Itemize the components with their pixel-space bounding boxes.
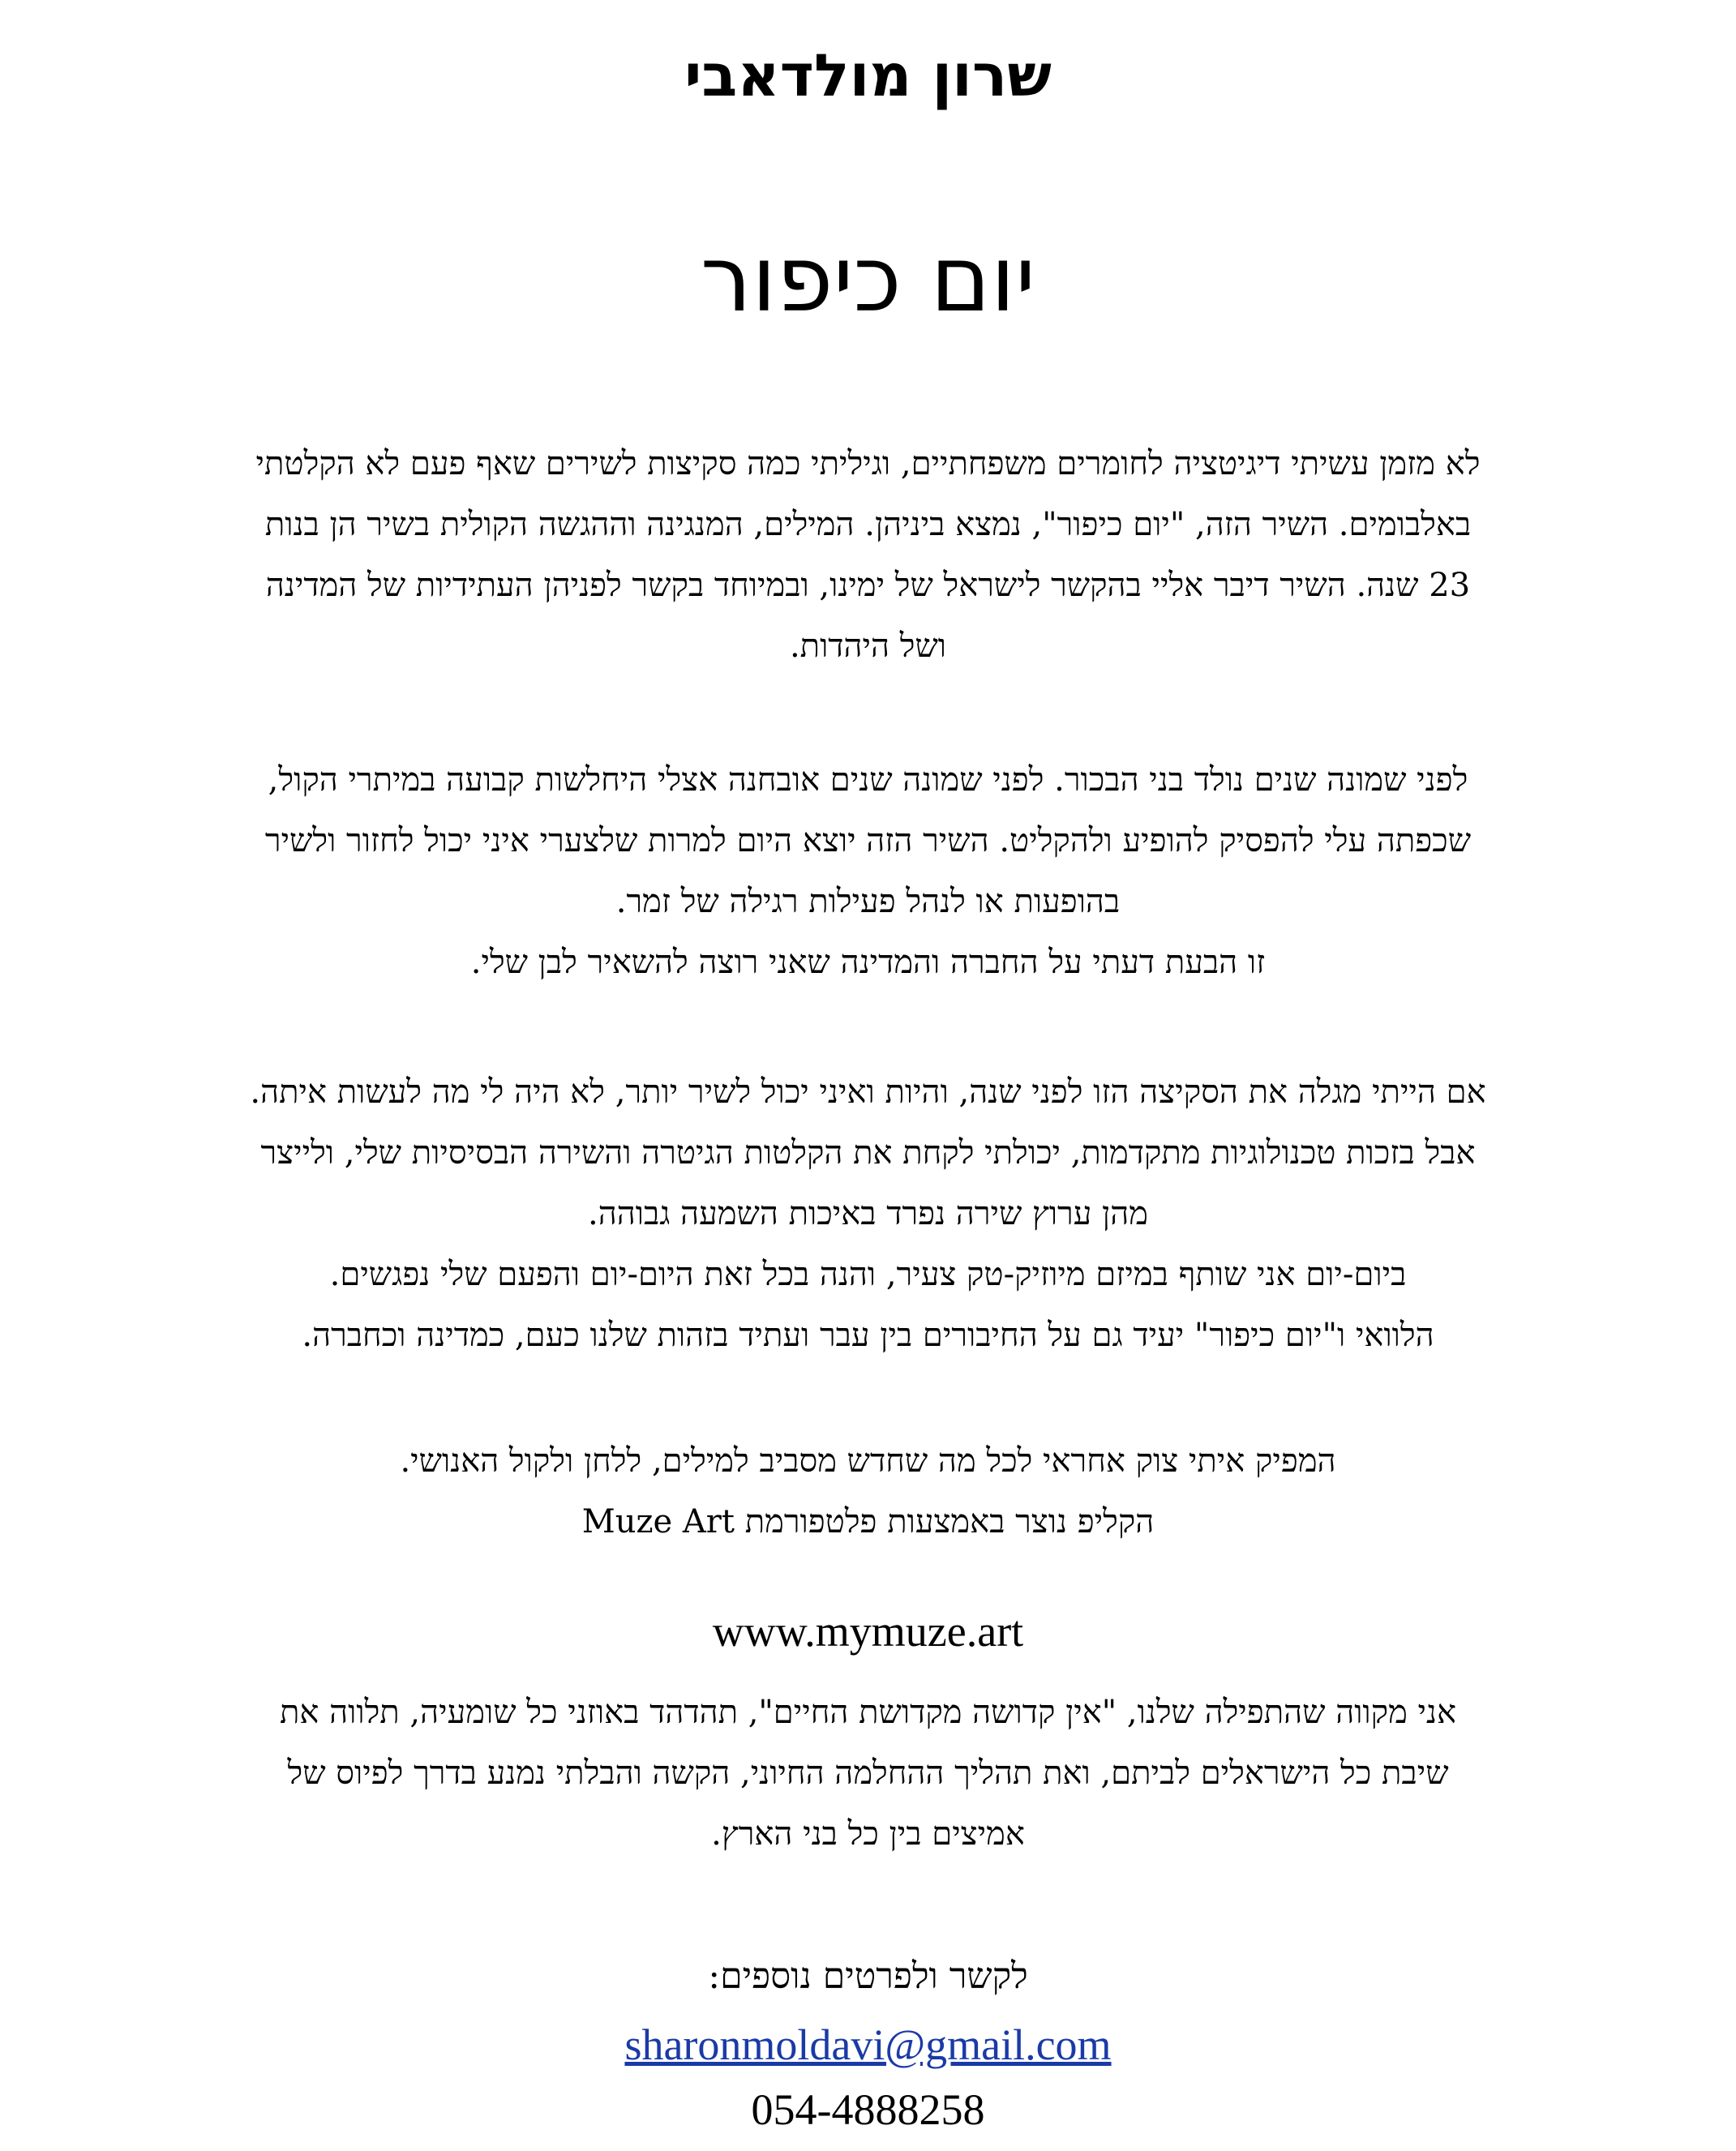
paragraph-line: שיבת כל הישראלים לביתם, ואת תהליך ההחלמה החיוני, הקשה והבלתי נמנע בדרך לפיוס של — [287, 1755, 1449, 1792]
paragraph-line: לא מזמן עשיתי דיגיטציה לחומרים משפחתיים, וגיליתי כמה סקיצות לשירים שאף פעם לא הקלטתי — [255, 445, 1481, 482]
paragraph-line: הקליפ נוצר באמצעות פלטפורמת Muze Art — [581, 1503, 1155, 1540]
paragraph-line: זו הבעת דעתי על החברה והמדינה שאני רוצה להשאיר לבן שלי. — [470, 944, 1266, 981]
paragraph-line: אבל בזכות טכנולוגיות מתקדמות, יכולתי לקחת את הקלטות הגיטרה והשירה הבסיסיות שלי, ולייצר — [260, 1134, 1476, 1172]
artist-name: שרון מולדאבי — [684, 41, 1052, 109]
paragraph-hope — [57, 1682, 1679, 1865]
contact-label: לקשר ולפרטים נוספים: — [708, 1956, 1028, 1997]
paragraph-line: ושל היהדות. — [789, 628, 947, 665]
paragraph-line: מהן ערוץ שירה נפרד באיכות השמעה גבוהה. — [588, 1195, 1148, 1232]
paragraph-line: לפני שמונה שנים נולד בני הבכור. לפני שמונה שנים אובחנה אצלי היחלשות קבועה במיתרי הקול, — [268, 761, 1468, 799]
paragraph-background — [57, 750, 1679, 993]
phone-number: 054-4888258 — [751, 2085, 985, 2134]
paragraph-line: הלוואי ו"יום כיפור" יעיד גם על החיבורים בין עבר ועתיד בזהות שלנו כעם, כמדינה וכחברה. — [302, 1317, 1434, 1354]
paragraph-line: בהופעות או לנהל פעילות רגילה של זמר. — [615, 883, 1121, 920]
paragraph-line: אמיצים בין כל בני הארץ. — [711, 1815, 1025, 1853]
email-link[interactable]: sharonmoldavi@gmail.com — [624, 2020, 1112, 2069]
website-url[interactable]: www.mymuze.art — [712, 1607, 1024, 1656]
paragraph-intro — [57, 434, 1679, 677]
paragraph-line: ביום-יום אני שותף במיזם מיוזיק-טק צעיר, והנה בכל זאת היום-יום והפעם שלי נפגשים. — [329, 1256, 1407, 1293]
paragraph-line: המפיק איתי צוק אחראי לכל מה שחדש מסביב למילים, ללחן ולקול האנושי. — [400, 1442, 1336, 1480]
email-line — [0, 2015, 1736, 2076]
song-title: יום כיפור — [700, 227, 1036, 332]
paragraph-line: שכפתה עלי להפסיק להופיע ולהקליט. השיר הזה יוצא היום למרות שלצערי איני יכול לחזור ולשיר — [264, 822, 1472, 859]
paragraph-line: אם הייתי מגלה את הסקיצה הזו לפני שנה, והיות ואיני יכול לשיר יותר, לא היה לי מה לעשות איתה. — [250, 1073, 1486, 1111]
paragraph-line: 23 שנה. השיר דיבר אליי בהקשר לישראל של ימינו, ובמיוחד בקשר לפניהן העתידיות של המדינה — [265, 567, 1471, 604]
paragraph-credits — [57, 1431, 1679, 1553]
paragraph-line: אני מקווה שהתפילה שלנו, "אין קדושה מקדושת החיים", תהדהד באוזני כל שומעיה, תלווה את — [280, 1694, 1456, 1731]
paragraph-line: באלבומים. השיר הזה, "יום כיפור", נמצא ביניהן. המילים, המנגינה וההגשה הקולית בשיר הן בנות — [264, 506, 1472, 543]
paragraph-technology — [57, 1062, 1679, 1366]
